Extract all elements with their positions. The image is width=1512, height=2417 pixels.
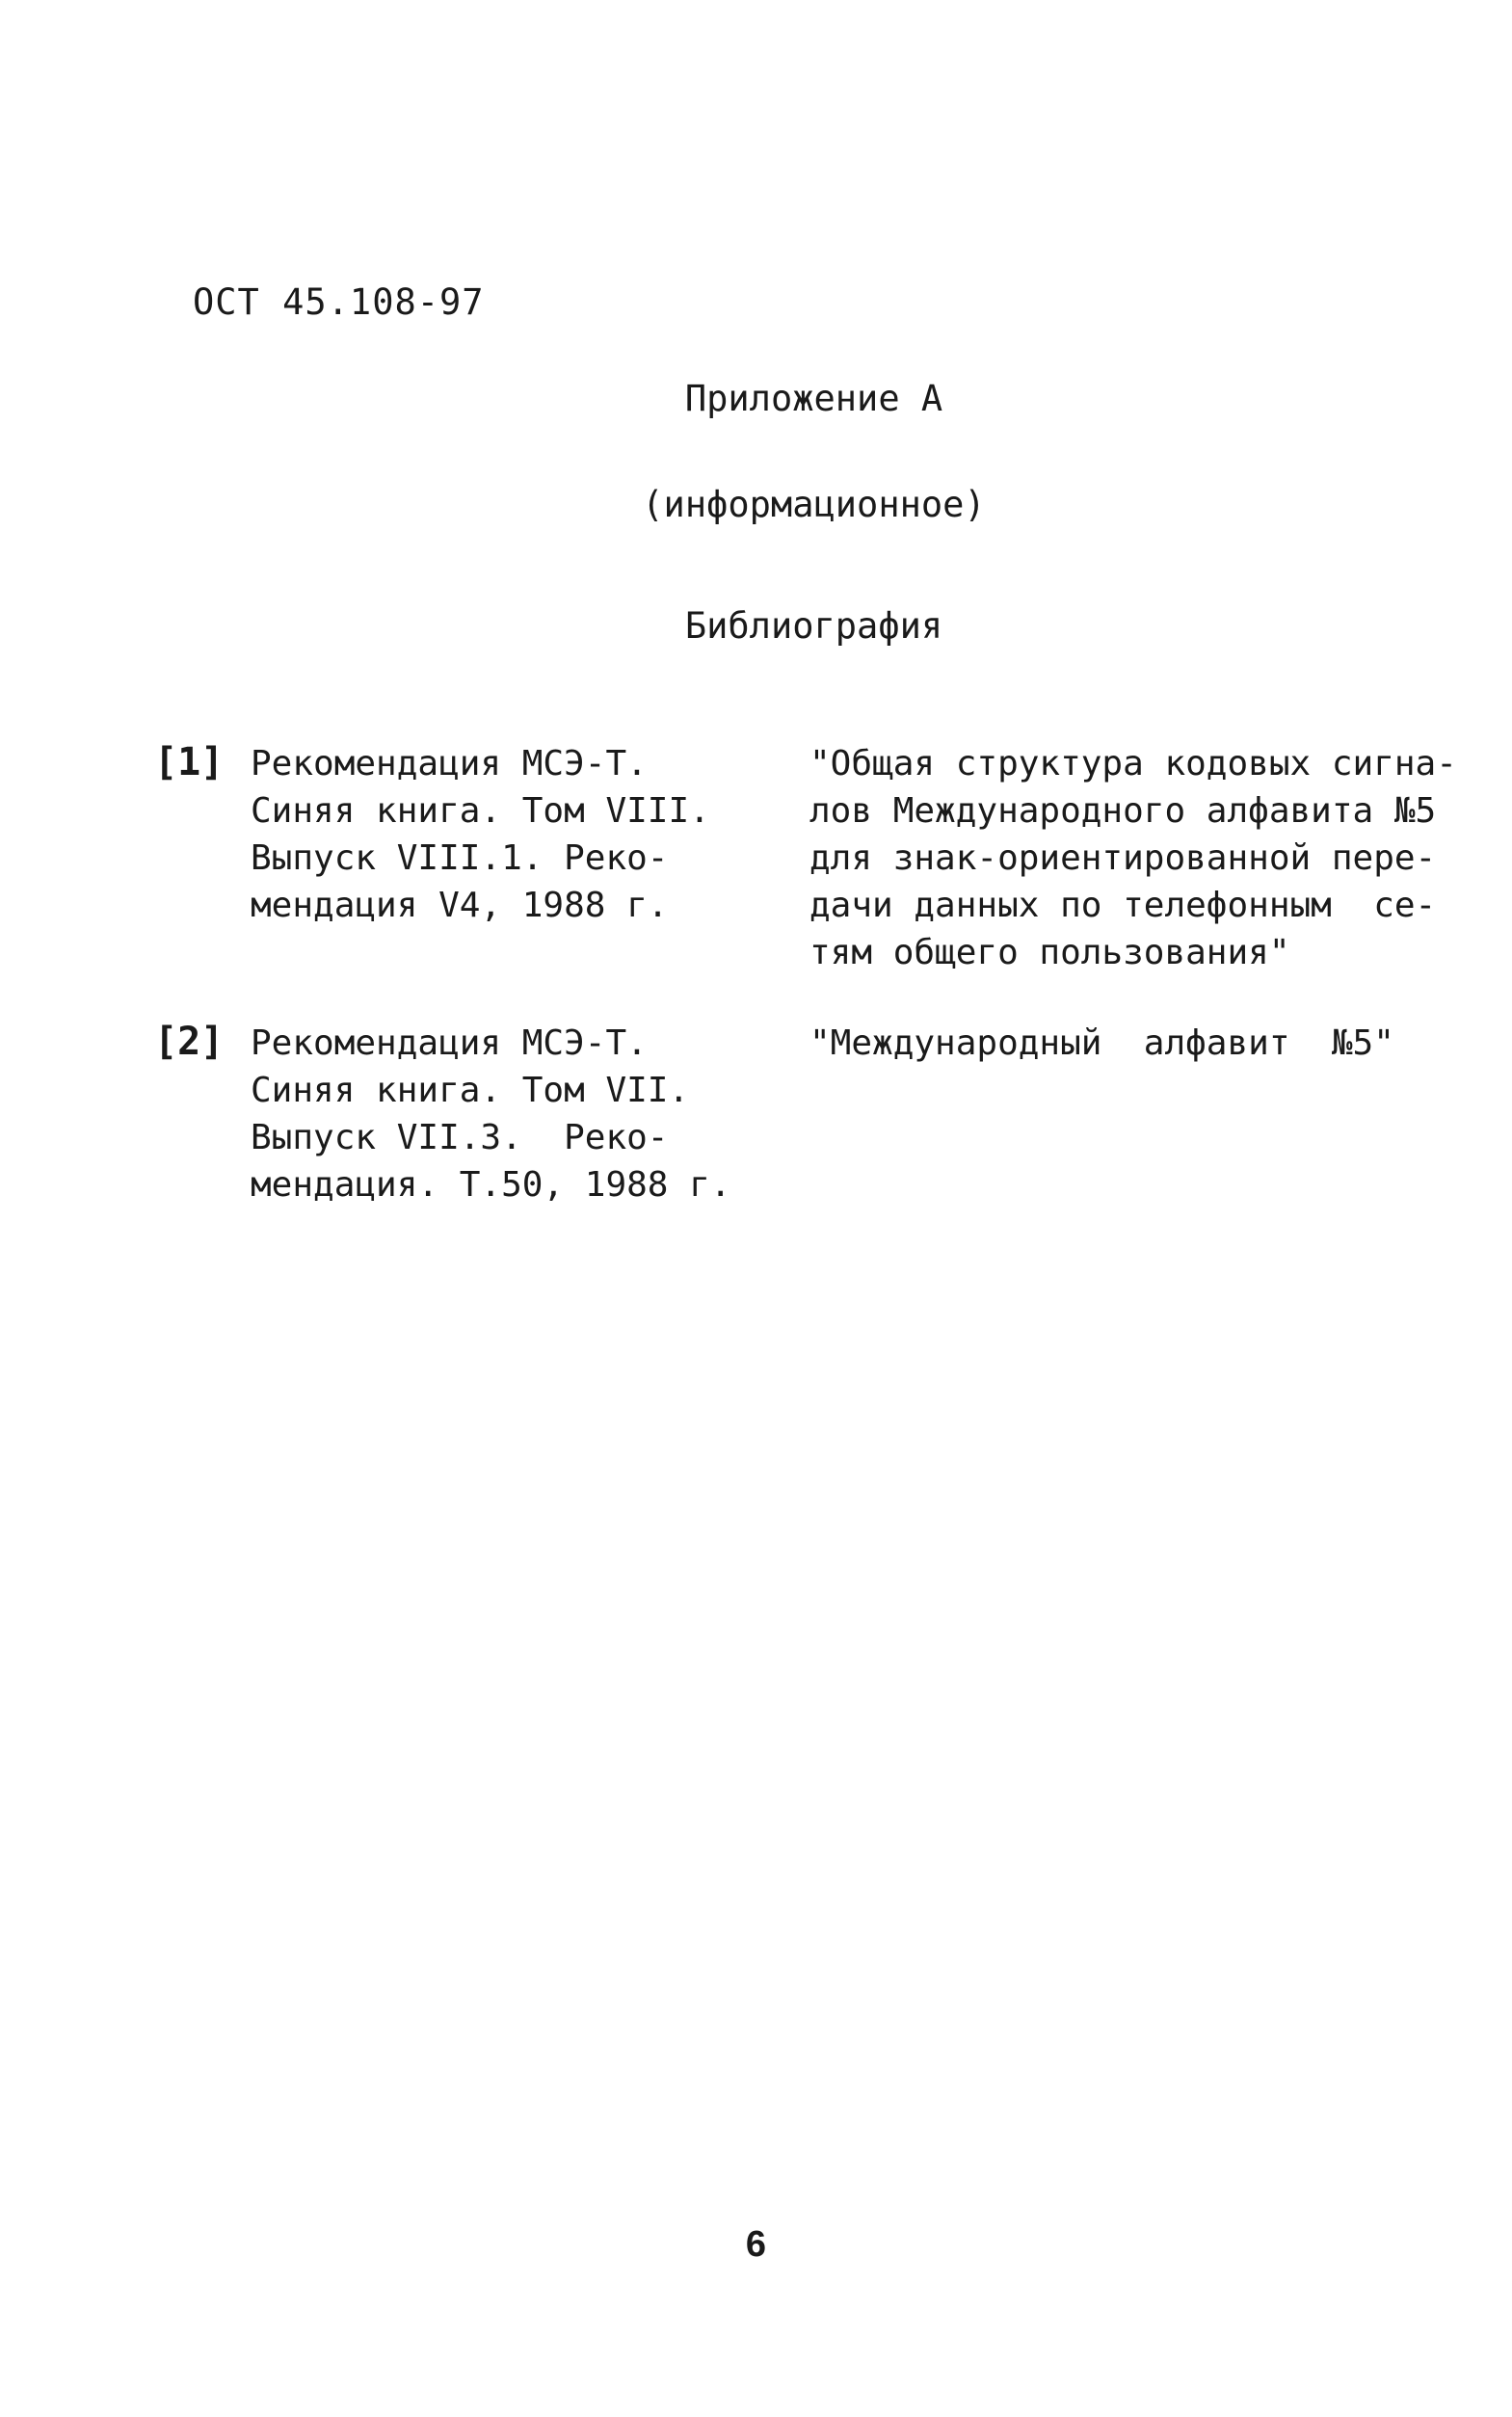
bibliography-title: "Международный алфавит №5" [809, 1023, 1394, 1063]
bibliography-title: "Общая структура кодовых сигна- лов Международного алфавита №5 для знак-ориентированной пере- дачи данных по телефонным се- тям общего пользования" [809, 744, 1457, 972]
bibliography-number: [2] [154, 1020, 225, 1064]
bibliography-number: [1] [154, 740, 225, 784]
bibliography-source: Рекомендация МСЭ-Т. Синяя книга. Том VIII. Выпуск VIII.1. Реко- мендация V4, 1988 г. [251, 744, 710, 925]
document-code: ОСТ 45.108-97 [193, 281, 485, 323]
bibliography-source: Рекомендация МСЭ-Т. Синяя книга. Том VII. Выпуск VII.3. Реко- мендация. Т.50, 1988 г. [251, 1023, 731, 1205]
appendix-label: Приложение А [684, 378, 943, 419]
page-number: 6 [745, 2224, 767, 2265]
section-title: Библиография [684, 605, 943, 647]
appendix-type: (информационное) [642, 484, 986, 525]
